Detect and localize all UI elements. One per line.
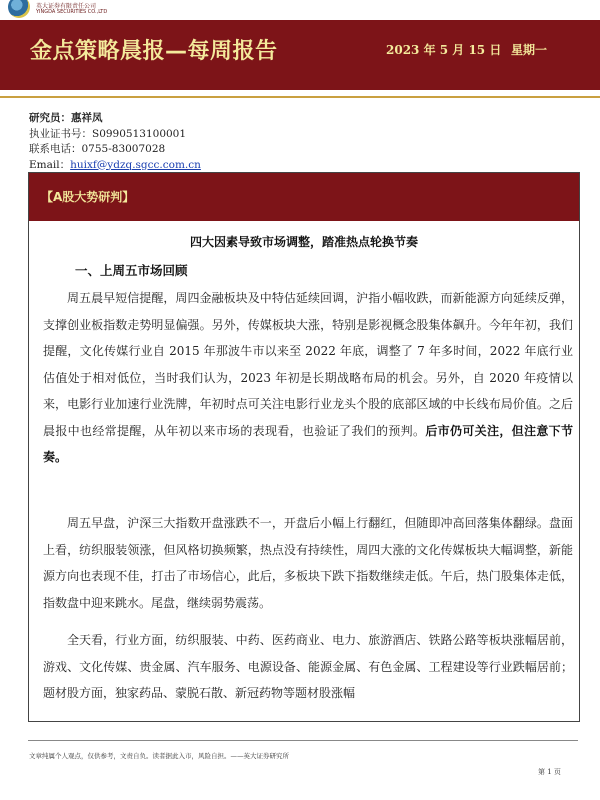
analyst-email-row <box>29 158 201 174</box>
section-heading: 一、上周五市场回顾 <box>75 263 188 278</box>
paragraph-1 <box>43 285 573 471</box>
page-number: 第 1 页 <box>538 768 561 776</box>
footer-disclaimer: 文章纯属个人观点，仅供参考，文责自负。读者据此入市，风险自担。——英大证券研究所 <box>29 752 289 760</box>
article-headline: 四大因素导致市场调整，踏准热点轮换节奏 <box>189 235 418 249</box>
logo-name-en: YINGDA SECURITIES CO.,LTD <box>36 9 108 15</box>
paragraph-1-text: 周五晨早短信提醒，周四金融板块及中特估延续回调，沪指小幅收跌，而新能源方向延续反弹，支撑创业板指数走势明显偏强。另外，传媒板块大涨，特别是影视概念股集体飙升。今年年初，我们提醒，文化传媒行业自 2015 年那波牛市以来至 2022 年底，调整了 7 年多时间，2022 年底行业估值处于相对低位，当时我们认为，2023 年初是长期战略布局的机会。另外，自 2020 年疫情以来，电影行业加速行业洗牌，年初时点可关注电影行业龙头个股的底部区域的中长线布局价值。之后晨报中也经常提醒，从年初以来市场的表现看，也验证了我们的预判。 <box>43 291 573 438</box>
report-weekday: 星期一 <box>511 43 548 57</box>
analyst-cert: 执业证书号：S0990513100001 <box>29 127 187 140</box>
logo-name: 英大证券有限责任公司 <box>36 3 97 10</box>
section-tag: 【A股大势研判】 <box>41 190 135 204</box>
section-bar <box>29 173 579 221</box>
email-link[interactable]: huixf@ydzq.sgcc.com.cn <box>70 158 201 171</box>
company-logo <box>0 0 170 18</box>
footer-divider <box>28 740 578 741</box>
header-divider <box>0 96 600 98</box>
report-body-frame <box>28 172 580 722</box>
report-banner <box>0 20 600 90</box>
paragraph-2: 周五早盘，沪深三大指数开盘涨跌不一，开盘后小幅上行翻红，但随即冲高回落集体翻绿。盘面上看，纺织服装领涨，但风格切换频繁，热点没有持续性，周四大涨的文化传媒板块大幅调整，新能源方向也表现不佳，打击了市场信心，此后，多板块下跌下指数继续走低。午后，热门股集体走低，指数盘中迎来跳水。尾盘，继续弱势震荡。 <box>43 516 573 610</box>
paragraph-3: 全天看，行业方面，纺织服装、中药、医药商业、电力、旅游酒店、铁路公路等板块涨幅居前，游戏、文化传媒、贵金属、汽车服务、电源设备、能源金属、有色金属、工程建设等行业跌幅居前；题材股方面，独家药品、蒙脱石散、新冠药物等题材股涨幅 <box>43 633 573 700</box>
analyst-name: 研究员：惠祥凤 <box>29 112 103 124</box>
analyst-info <box>29 111 201 173</box>
email-label: Email： <box>29 158 71 171</box>
analyst-phone: 联系电话：0755-83007028 <box>29 143 166 155</box>
paragraph-1-emphasis: 后市仍可关注，但注意下节奏。 <box>43 423 573 464</box>
logo-emblem-icon <box>8 0 30 18</box>
report-date: 2023 年 5 月 15 日 <box>386 43 502 57</box>
report-title: 金点策略晨报—每周报告 <box>30 39 278 64</box>
